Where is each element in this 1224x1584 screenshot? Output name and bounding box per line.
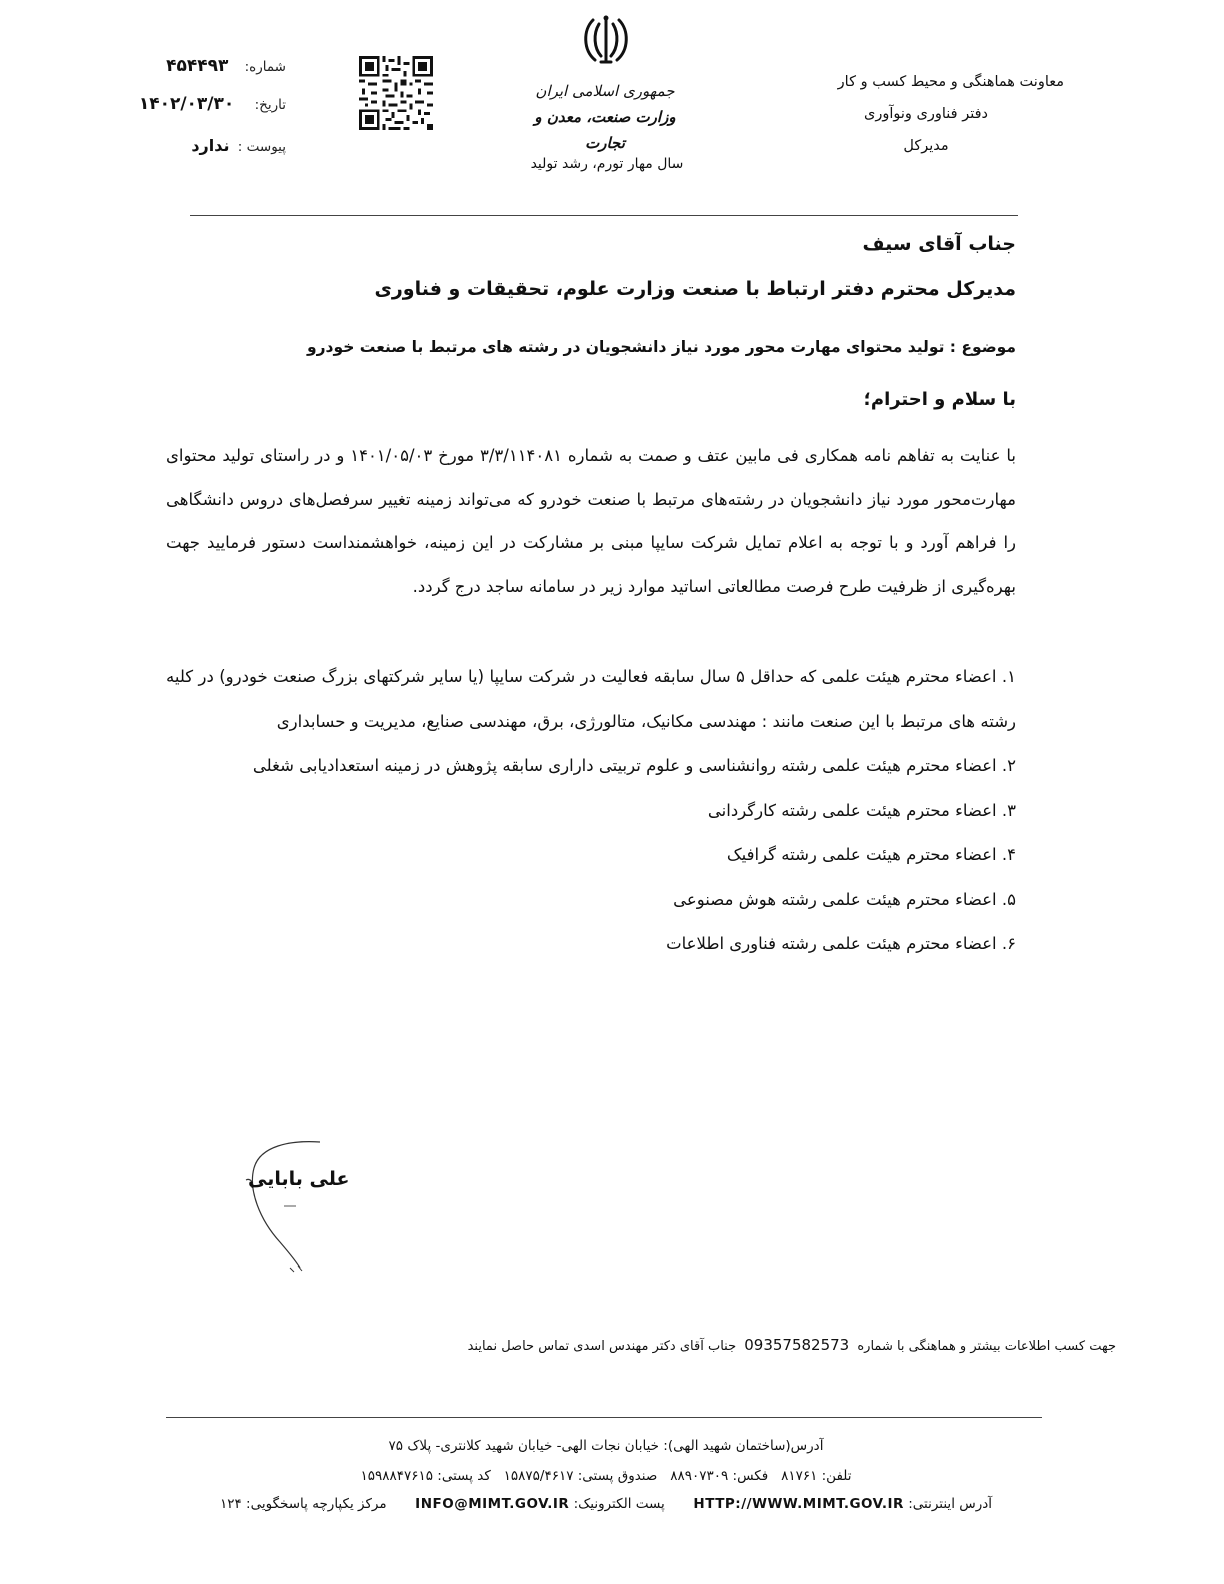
contact-note — [400, 1336, 1116, 1354]
attachment-value: ندارد — [191, 136, 230, 155]
org-line-3: مدیرکل — [903, 138, 949, 154]
body-paragraph: با عنایت به تفاهم نامه همکاری فی مابین عتف و صمت به شماره ۳/۳/۱۱۴۰۸۱ مورخ ۱۴۰۱/۰۵/۰۳ و در راستای تولید محتوای مهارت‌محور مورد نیاز دانشجویان در رشته‌های مرتبط با صنعت خودرو که می‌تواند زمینه تغییر سرفصل‌های دروس دانشگاهی را فراهم آورد و با توجه به اعلام تمایل شرکت سایپا مبنی بر مشارکت در این زمینه، خواهشمنداست دستور فرمایید جهت بهره‌گیری از ظرفیت طرح فرصت مطالعاتی اساتید موارد زیر در سامانه ساجد درج گردد. — [166, 446, 1016, 596]
ministry-line-1: جمهوری اسلامی ایران — [535, 82, 675, 100]
year-slogan: سال مهار تورم، رشد تولید — [530, 156, 684, 172]
list-item-2: ۲. اعضاء محترم هیئت علمی رشته روانشناسی و علوم تربیتی داراری سابقه پژوهش در زمینه استعدادیابی شغلی — [252, 756, 1016, 775]
signatory-name: علی بابایی — [248, 1168, 350, 1190]
list-item-3: ۳. اعضاء محترم هیئت علمی رشته کارگردانی — [707, 800, 1016, 820]
requirements-list — [166, 655, 1016, 967]
footer-address: آدرس(ساختمان شهید الهی): خیابان نجات الهی- خیابان شهید کلانتری- پلاک ۷۵ — [388, 1438, 824, 1454]
recipient-title: مدیرکل محترم دفتر ارتباط با صنعت وزارت علوم، تحقیقات و فناوری — [374, 278, 1016, 300]
qr-code-icon — [358, 56, 434, 130]
contact-text-before: جهت کسب اطلاعات بیشتر و هماهنگی با شماره — [857, 1339, 1116, 1354]
letter-date — [139, 94, 286, 114]
contact-text-after: جناب آقای دکتر مهندس اسدی تماس حاصل نمایند — [467, 1339, 737, 1354]
list-item-1: ۱. اعضاء محترم هیئت علمی که حداقل ۵ سال سابقه فعالیت در شرکت سایپا (یا سایر شرکتهای بزرگ صنعت خودرو) در کلیه رشته های مرتبط با این صنعت مانند : مهندسی مکانیک، متالورژی، برق، مهندسی صنایع، مدیریت و حسابداری — [166, 667, 1017, 731]
recipient-name: جناب آقای سیف — [862, 233, 1016, 255]
handwritten-signature-icon — [240, 1140, 330, 1275]
greeting: با سلام و احترام؛ — [863, 389, 1016, 410]
letter-number — [166, 56, 286, 76]
list-item-6: ۶. اعضاء محترم هیئت علمی رشته فناوری اطلاعات — [666, 934, 1016, 953]
org-line-2: دفتر فناوری ونوآوری — [864, 106, 988, 122]
letter-attachment — [191, 136, 286, 155]
org-line-1: معاونت هماهنگی و محیط کسب و کار — [837, 74, 1064, 90]
number-value: ۴۵۴۴۹۳ — [166, 56, 229, 76]
org-header — [796, 66, 1064, 162]
callcenter-text: مرکز یکپارچه پاسخگویی: ۱۲۴ — [219, 1496, 387, 1512]
email-label: پست الکترونیک: — [573, 1496, 665, 1512]
iran-emblem-icon — [577, 12, 635, 70]
list-item-4: ۴. اعضاء محترم هیئت علمی رشته گرافیک — [726, 845, 1016, 864]
email-link[interactable]: INFO@MIMT.GOV.IR — [415, 1496, 570, 1512]
letter-body — [166, 434, 1016, 608]
ministry-line-2: وزارت صنعت، معدن و تجارت — [534, 108, 676, 152]
attachment-label: پیوست : — [237, 139, 286, 155]
contact-phone: 09357582573 — [744, 1336, 850, 1354]
web-link[interactable]: HTTP://WWW.MIMT.GOV.IR — [693, 1496, 904, 1512]
footer-divider — [166, 1417, 1042, 1418]
date-label: تاریخ: — [254, 97, 286, 113]
number-label: شماره: — [244, 59, 286, 75]
ministry-logo-text — [520, 78, 690, 156]
footer-web — [166, 1496, 1046, 1512]
list-item-5: ۵. اعضاء محترم هیئت علمی رشته هوش مصنوعی — [673, 889, 1016, 909]
subject-line: موضوع : تولید محتوای مهارت محور مورد نیاز دانشجویان در رشته های مرتبط با صنعت خودرو — [307, 338, 1016, 356]
footer-phones: تلفن: ۸۱۷۶۱ فکس: ۸۸۹۰۷۳۰۹ صندوق پستی: ۱۵۸۷۵/۴۶۱۷ کد پستی: ۱۵۹۸۸۴۷۶۱۵ — [360, 1468, 852, 1484]
header-divider — [190, 215, 1018, 216]
date-value: ۱۴۰۲/۰۳/۳۰ — [138, 94, 235, 114]
web-label: آدرس اینترنتی: — [908, 1496, 992, 1512]
